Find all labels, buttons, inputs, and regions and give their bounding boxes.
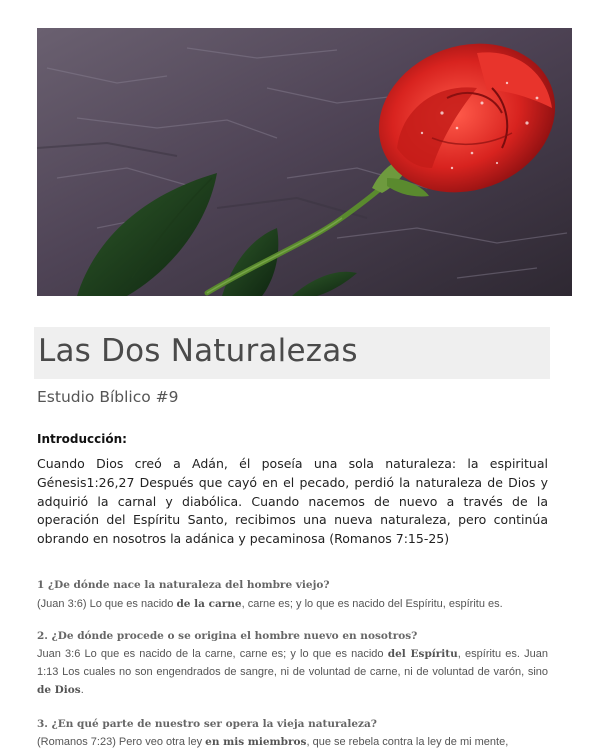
answer-1-emphasis-1: de la carne — [176, 598, 242, 610]
title-bar — [34, 327, 550, 379]
answer-3 — [37, 733, 548, 751]
hero-rose-image — [37, 28, 572, 296]
answer-2 — [37, 645, 548, 699]
answer-2-text-3: . — [80, 684, 84, 696]
answer-3-emphasis-1: en mis miembros — [205, 736, 307, 748]
answer-2-text-1: Juan 3:6 Lo que es nacido de la carne, carne es; y lo que es nacido — [37, 648, 388, 660]
question-1: 1 ¿De dónde nace la naturaleza del hombre viejo? — [37, 579, 330, 591]
answer-2-emphasis-2: de Dios — [37, 684, 81, 696]
answer-2-emphasis-1: del Espíritu — [387, 648, 458, 660]
answer-3-text-1: (Romanos 7:23) Pero veo otra ley — [37, 736, 206, 748]
answer-3-text-2: , que se rebela contra la ley de mi mente, — [306, 736, 509, 748]
answer-1 — [37, 595, 548, 613]
answer-1-text-1: (Juan 3:6) Lo que es nacido — [37, 598, 177, 610]
intro-text: Cuando Dios creó a Adán, él poseía una sola naturaleza: la espiritual Génesis1:26,27 Después que cayó en el pecado, perdió la naturaleza de Dios y adquirió la carnal y diabólica. Cuando nacemos de nuevo a través de la operación del Espíritu Santo, recibimos una nueva naturaleza, pero continúa obrando en nosotros la adánica y pecaminosa (Romanos 7:15-25) — [37, 456, 548, 547]
page-subtitle: Estudio Bíblico #9 — [37, 388, 179, 406]
question-3: 3. ¿En qué parte de nuestro ser opera la vieja naturaleza? — [37, 718, 377, 730]
intro-label: Introducción: — [37, 432, 127, 446]
answer-2-text-2: , espíritu es. Juan 1:13 Los cuales no son engendrados de sangre, ni de voluntad de carne, ni de voluntad de varón, sino — [37, 648, 548, 678]
page-title: Las Dos Naturalezas — [38, 333, 358, 369]
answer-1-text-2: , carne es; y lo que es nacido del Espíritu, espíritu es. — [241, 598, 503, 610]
question-2: 2. ¿De dónde procede o se origina el hombre nuevo en nosotros? — [37, 630, 418, 642]
